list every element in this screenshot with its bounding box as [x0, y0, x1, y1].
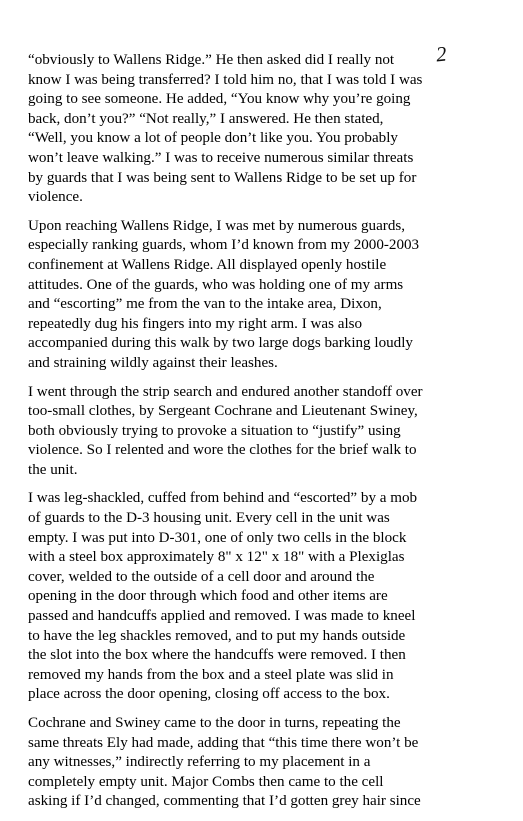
text-line: same threats Ely had made, adding that “this time there won’t be	[28, 734, 419, 751]
text-line: especially ranking guards, whom I’d known from my 2000-2003	[28, 237, 420, 254]
paragraph-1	[28, 51, 520, 208]
text-line: completely empty unit. Major Combs then came to the cell	[28, 773, 384, 790]
text-line: violence. So I relented and wore the clothes for the brief walk to	[28, 442, 417, 459]
text-line: to have the leg shackles removed, and to put my hands outside	[28, 627, 406, 644]
text-line: won’t leave walking.” I was to receive numerous similar threats	[28, 149, 414, 166]
text-line: “obviously to Wallens Ridge.” He then asked did I really not	[28, 52, 395, 68]
text-line: removed my hands from the box and a steel plate was slid in	[28, 666, 394, 683]
text-line: cover, welded to the outside of a cell door and around the	[28, 568, 375, 585]
text-line: and “escorting” me from the van to the intake area, Dixon,	[28, 296, 382, 313]
paragraph-4	[28, 489, 520, 705]
text-line: with a steel box approximately 8" x 12" x 18" with a Plexiglas	[28, 549, 405, 566]
text-line: opening in the door through which food and other items are	[28, 588, 388, 605]
paragraph-5	[28, 714, 520, 812]
text-line: “Well, you know a lot of people don’t like you. You probably	[28, 130, 398, 147]
paragraph-2	[28, 217, 520, 374]
page-number: 2	[434, 41, 448, 67]
text-line: violence.	[28, 189, 83, 206]
text-line: both obviously trying to provoke a situation to “justify” using	[28, 422, 401, 439]
text-line: asking if I’d changed, commenting that I’d gotten grey hair since	[28, 793, 421, 810]
text-line: repeatedly dug his fingers into my right arm. I was also	[28, 315, 363, 332]
text-line: know I was being transferred? I told him no, that I was told I was	[28, 71, 423, 88]
text-line: the slot into the box where the handcuffs were removed. I then	[28, 647, 406, 664]
text-line: I was leg-shackled, cuffed from behind and “escorted” by a mob	[28, 490, 418, 507]
text-line: going to see someone. He added, “You know why you’re going	[28, 91, 411, 108]
paragraph-3	[28, 383, 520, 481]
text-line: attitudes. One of the guards, who was holding one of my arms	[28, 276, 404, 293]
text-line: Upon reaching Wallens Ridge, I was met by numerous guards,	[28, 217, 406, 234]
text-line: accompanied during this walk by two large dogs barking loudly	[28, 335, 413, 352]
text-line: any witnesses,” indirectly referring to my placement in a	[28, 754, 371, 771]
text-line: empty. I was put into D-301, one of only two cells in the block	[28, 529, 407, 546]
body-text	[28, 51, 520, 821]
text-line: too-small clothes, by Sergeant Cochrane and Lieutenant Swiney,	[28, 403, 418, 420]
text-line: I went through the strip search and endured another standoff over	[28, 383, 423, 400]
text-line: Cochrane and Swiney came to the door in turns, repeating the	[28, 715, 401, 731]
text-line: of guards to the D-3 housing unit. Every cell in the unit was	[28, 510, 390, 527]
text-line: passed and handcuffs applied and removed. I was made to kneel	[28, 608, 416, 625]
text-line: back, don’t you?” “Not really,” I answered. He then stated,	[28, 110, 384, 127]
text-line: by guards that I was being sent to Wallens Ridge to be set up for	[28, 169, 417, 186]
text-line: and straining wildly against their leashes.	[28, 354, 278, 371]
text-line: place across the door opening, closing off access to the box.	[28, 686, 390, 703]
text-line: confinement at Wallens Ridge. All displayed openly hostile	[28, 256, 387, 273]
text-line: the unit.	[28, 461, 78, 478]
